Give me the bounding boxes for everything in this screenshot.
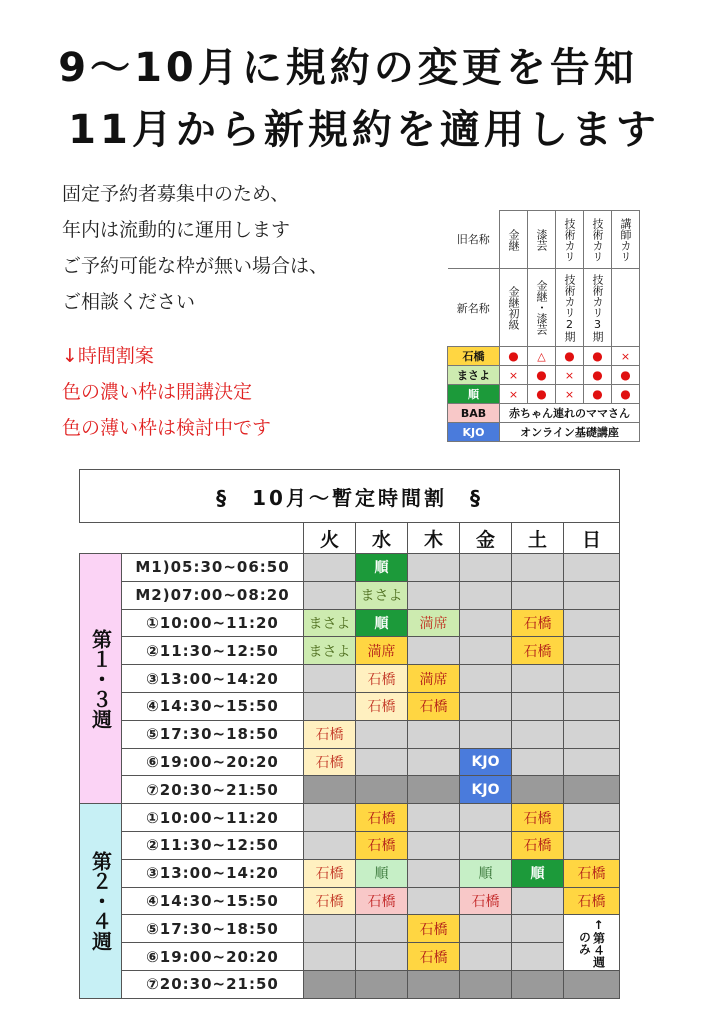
legend-new-name: 技術カリ2期 (556, 269, 584, 347)
cell (460, 692, 512, 720)
cell: 石橋 (564, 887, 620, 915)
cell: 石橋 (512, 804, 564, 832)
old-name-label: 旧名称 (448, 211, 500, 269)
cell: 満席 (408, 609, 460, 637)
note-line: ご相談ください (62, 291, 196, 313)
slot-label: M1)05:30~06:50 (122, 554, 304, 582)
slot-label: ①10:00~11:20 (122, 804, 304, 832)
slot-label: ⑦20:30~21:50 (122, 776, 304, 804)
legend-old-name: 技術カリ (584, 211, 612, 269)
day-header-sun: 日 (564, 523, 620, 554)
cell (408, 720, 460, 748)
cell (304, 692, 356, 720)
legend-mark: × (500, 385, 528, 404)
slot-label: ①10:00~11:20 (122, 609, 304, 637)
cell: 石橋 (304, 859, 356, 887)
cell (408, 831, 460, 859)
day-header-thu: 木 (408, 523, 460, 554)
cell (304, 943, 356, 971)
cell (564, 776, 620, 804)
cell: 石橋 (408, 692, 460, 720)
cell (564, 637, 620, 665)
sunday-note: ↑第４週のみ (564, 915, 620, 971)
cell (512, 692, 564, 720)
week-1-3-label: 第１・３週 (80, 554, 122, 804)
headline-line-2: 11月から新規約を適用します (68, 107, 660, 153)
legend-kjo-label: KJO (448, 423, 500, 442)
cell: 石橋 (564, 859, 620, 887)
legend-bab-label: BAB (448, 404, 500, 423)
cell: 満席 (408, 665, 460, 693)
cell (460, 720, 512, 748)
cell (564, 804, 620, 832)
legend-old-name: 講師カリ (612, 211, 640, 269)
cell (356, 970, 408, 998)
cell (564, 831, 620, 859)
corner-cell (80, 523, 304, 554)
cell: 石橋 (460, 887, 512, 915)
legend-mark: ● (584, 366, 612, 385)
cell: まさよ (304, 637, 356, 665)
cell (408, 554, 460, 582)
cell: 順 (512, 859, 564, 887)
cell (512, 665, 564, 693)
day-header-tue: 火 (304, 523, 356, 554)
cell: 満席 (356, 637, 408, 665)
week-2-4-label: 第２・４週 (80, 804, 122, 999)
cell: KJO (460, 776, 512, 804)
new-name-label: 新名称 (448, 269, 500, 347)
cell: 石橋 (304, 748, 356, 776)
cell (460, 915, 512, 943)
cell: まさよ (304, 609, 356, 637)
cell (564, 720, 620, 748)
cell (460, 943, 512, 971)
legend-mark: ● (528, 385, 556, 404)
cell (304, 665, 356, 693)
cell: 順 (460, 859, 512, 887)
notes-block (62, 176, 328, 320)
cell (304, 804, 356, 832)
cell (564, 554, 620, 582)
legend-new-name: 金継・漆芸 (528, 269, 556, 347)
slot-label: ③13:00~14:20 (122, 859, 304, 887)
cell: 石橋 (408, 915, 460, 943)
cell (512, 970, 564, 998)
cell (408, 748, 460, 776)
cell (408, 804, 460, 832)
cell: 石橋 (512, 831, 564, 859)
cell (304, 776, 356, 804)
legend-mark: △ (528, 347, 556, 366)
slot-label: ⑤17:30~18:50 (122, 720, 304, 748)
day-header-fri: 金 (460, 523, 512, 554)
slot-label: ⑤17:30~18:50 (122, 915, 304, 943)
cell: 順 (356, 554, 408, 582)
cell (460, 831, 512, 859)
legend-new-name: 技術カリ3期 (584, 269, 612, 347)
cell (512, 554, 564, 582)
cell: 石橋 (356, 831, 408, 859)
note-line: ご予約可能な枠が無い場合は、 (62, 255, 329, 277)
legend-mark: ● (584, 385, 612, 404)
legend-row-label: まさよ (448, 366, 500, 385)
cell: 石橋 (356, 804, 408, 832)
legend-mark: ● (500, 347, 528, 366)
slot-label: ⑦20:30~21:50 (122, 970, 304, 998)
legend-new-name (612, 269, 640, 347)
legend-kjo-desc: オンライン基礎講座 (500, 423, 640, 442)
cell (356, 915, 408, 943)
cell (460, 554, 512, 582)
timetable (79, 469, 620, 999)
cell (408, 637, 460, 665)
cell (460, 665, 512, 693)
legend-old-name: 漆芸 (528, 211, 556, 269)
headline-line-1: 9～10月に規約の変更を告知 (58, 45, 638, 91)
legend-mark: ● (584, 347, 612, 366)
slot-label: ⑥19:00~20:20 (122, 943, 304, 971)
slot-label: ⑥19:00~20:20 (122, 748, 304, 776)
cell (512, 776, 564, 804)
slot-label: ④14:30~15:50 (122, 692, 304, 720)
day-header-sat: 土 (512, 523, 564, 554)
legend-mark: ● (612, 366, 640, 385)
cell (512, 748, 564, 776)
cell (564, 748, 620, 776)
cell (356, 748, 408, 776)
slot-label: M2)07:00~08:20 (122, 581, 304, 609)
cell (304, 970, 356, 998)
cell (564, 665, 620, 693)
legend-mark: × (500, 366, 528, 385)
cell (356, 943, 408, 971)
cell (564, 609, 620, 637)
cell (356, 776, 408, 804)
cell: 順 (356, 859, 408, 887)
cell: KJO (460, 748, 512, 776)
cell: 石橋 (356, 665, 408, 693)
cell (460, 970, 512, 998)
note-red-line: ↓時間割案 (62, 345, 154, 367)
legend-mark: ● (528, 366, 556, 385)
cell (408, 776, 460, 804)
slot-label: ④14:30~15:50 (122, 887, 304, 915)
cell (512, 581, 564, 609)
cell (460, 609, 512, 637)
slot-label: ③13:00~14:20 (122, 665, 304, 693)
cell (564, 970, 620, 998)
legend-bab-desc: 赤ちゃん連れのママさん (500, 404, 640, 423)
note-red-line: 色の濃い枠は開講決定 (62, 381, 253, 403)
legend-row-label: 順 (448, 385, 500, 404)
legend-mark: ● (556, 347, 584, 366)
cell: 順 (356, 609, 408, 637)
cell (564, 692, 620, 720)
slot-label: ②11:30~12:50 (122, 831, 304, 859)
cell: 石橋 (304, 887, 356, 915)
legend-old-name: 技術カリ (556, 211, 584, 269)
legend-row-label: 石橋 (448, 347, 500, 366)
legend-mark: × (612, 347, 640, 366)
cell (512, 887, 564, 915)
note-line: 固定予約者募集中のため、 (62, 183, 290, 205)
cell: 石橋 (512, 637, 564, 665)
cell: 石橋 (356, 887, 408, 915)
slot-label: ②11:30~12:50 (122, 637, 304, 665)
legend-new-name: 金継初級 (500, 269, 528, 347)
cell (460, 637, 512, 665)
notes-red-block (62, 338, 271, 446)
cell (304, 554, 356, 582)
cell (356, 720, 408, 748)
cell (304, 915, 356, 943)
cell: 石橋 (512, 609, 564, 637)
note-red-line: 色の薄い枠は検討中です (62, 417, 272, 439)
cell (408, 887, 460, 915)
cell (564, 581, 620, 609)
legend-mark: × (556, 385, 584, 404)
cell: 石橋 (356, 692, 408, 720)
cell (408, 859, 460, 887)
cell (304, 831, 356, 859)
day-header-wed: 水 (356, 523, 408, 554)
cell: 石橋 (304, 720, 356, 748)
cell (512, 720, 564, 748)
legend-mark: ● (612, 385, 640, 404)
cell (304, 581, 356, 609)
legend-old-name: 金継 (500, 211, 528, 269)
cell (460, 581, 512, 609)
cell (408, 970, 460, 998)
cell (512, 943, 564, 971)
course-legend-table (447, 210, 640, 442)
cell (512, 915, 564, 943)
cell (408, 581, 460, 609)
cell (460, 804, 512, 832)
cell: 石橋 (408, 943, 460, 971)
cell: まさよ (356, 581, 408, 609)
note-line: 年内は流動的に運用します (62, 219, 291, 241)
legend-mark: × (556, 366, 584, 385)
timetable-title: § 10月～暫定時間割 § (80, 470, 620, 523)
